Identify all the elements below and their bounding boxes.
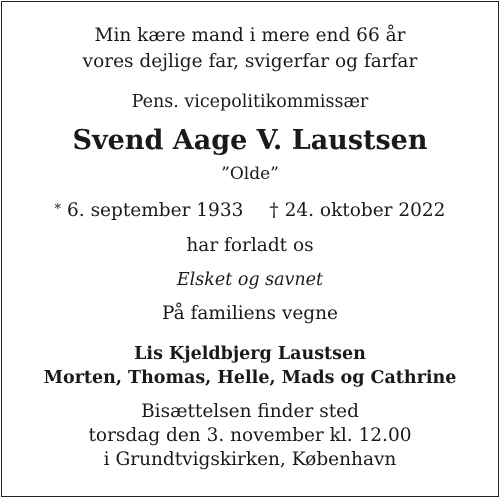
signature-line-2: Morten, Thomas, Helle, Mads og Cathrine (43, 368, 457, 388)
death-cross-icon: † (269, 200, 279, 221)
obituary-notice (1, 1, 499, 497)
loved-missed-text: Elsket og savnet (176, 270, 324, 290)
passed-away-text: har forladt os (186, 235, 314, 256)
signature-line-1: Lis Kjeldbjerg Laustsen (134, 344, 366, 364)
family-text: På familiens vegne (161, 303, 339, 324)
funeral-line-3: i Grundtvigskirken, København (103, 449, 397, 470)
funeral-line-2: torsdag den 3. november kl. 12.00 (88, 425, 412, 446)
birth-date: 6. september 1933 (67, 200, 244, 221)
birth-star-icon: * (54, 202, 62, 217)
deceased-title: Pens. vicepolitikommissær (131, 92, 369, 112)
intro-line-2: vores dejlige far, svigerfar og farfar (82, 51, 418, 72)
funeral-line-1: Bisættelsen finder sted (141, 401, 359, 422)
deceased-nickname: ”Olde” (221, 164, 279, 184)
intro-line-1: Min kære mand i mere end 66 år (94, 25, 406, 46)
death-date: 24. oktober 2022 (284, 200, 446, 221)
deceased-name: Svend Aage V. Laustsen (72, 125, 428, 156)
birth-date-group (55, 198, 244, 223)
life-dates (2, 198, 498, 223)
death-date-group (269, 199, 445, 223)
